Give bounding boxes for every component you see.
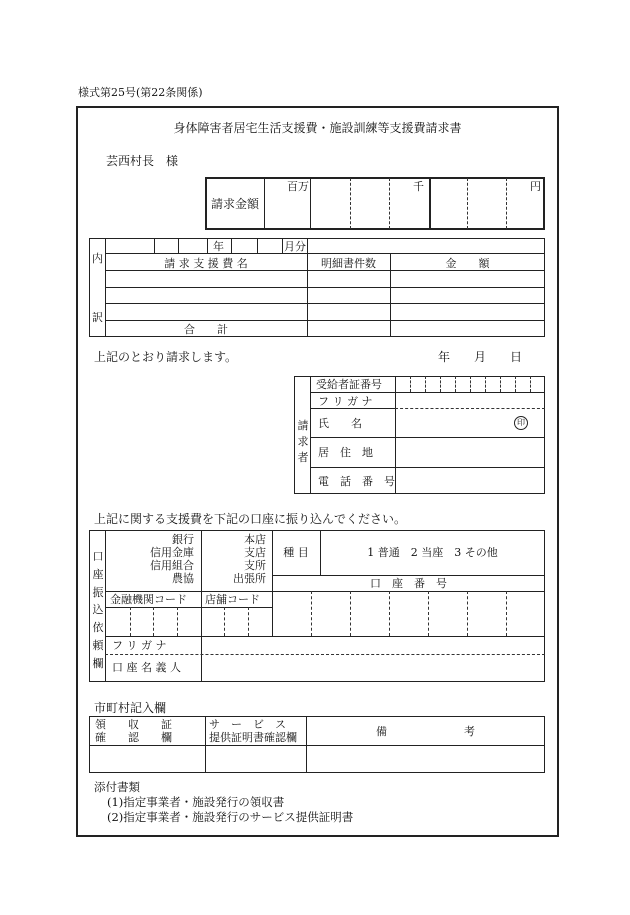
branch-type-1: 本店: [244, 533, 266, 546]
claimant-side-label: 請求者: [297, 419, 309, 464]
claimant-name-label: 氏 名: [318, 417, 362, 430]
seal-mark: 印: [514, 416, 528, 430]
service-cert-line2: 提供証明書確認欄: [209, 731, 297, 744]
addressee: 芸西村長 様: [106, 154, 179, 168]
remarks-label: 備 考: [376, 725, 475, 738]
date-day: 日: [510, 350, 523, 364]
unit-yen: 円: [530, 180, 541, 193]
amount-label: 請求金額: [211, 197, 260, 211]
unit-thousand: 千: [413, 180, 424, 193]
attachment-item-1: (1)指定事業者・施設発行の領収書: [107, 795, 285, 809]
col-amount: 金 額: [445, 257, 490, 270]
branch-code-label: 店舗コード: [205, 593, 260, 606]
col-service-name: 請 求 支 援 費 名: [164, 257, 248, 270]
bank-type-2: 信用金庫: [150, 546, 194, 559]
transfer-note: 上記に関する支援費を下記の口座に振り込んでください。: [94, 512, 407, 526]
month-label: 月分: [284, 240, 306, 253]
claimant-furigana-label: フ リ ガ ナ: [318, 395, 373, 408]
receipt-check-line1: 領 収 証: [95, 718, 172, 731]
bank-side-label: 口座振込依頼欄: [92, 550, 104, 670]
unit-million: 百万: [287, 180, 309, 193]
service-cert-line1: サ ー ビ ス: [209, 718, 286, 731]
breakdown-side-top: 内: [92, 252, 103, 265]
branch-type-3: 支所: [244, 559, 266, 572]
account-type-options: 1 普通 2 当座 3 その他: [367, 546, 498, 559]
year-label: 年: [213, 240, 224, 253]
col-statement-count: 明細書件数: [321, 257, 376, 270]
declaration: 上記のとおり請求します。: [94, 350, 238, 364]
bank-type-1: 銀行: [172, 533, 194, 546]
bank-type-4: 農協: [172, 572, 194, 585]
holder-furigana-label: フ リ ガ ナ: [112, 639, 167, 652]
attachment-item-2: (2)指定事業者・施設発行のサービス提供証明書: [107, 810, 354, 824]
attachments-heading: 添付書類: [94, 780, 140, 794]
date-month: 月: [474, 350, 487, 364]
date-year: 年: [438, 350, 451, 364]
receipt-check-line2: 確 認 欄: [95, 731, 172, 744]
account-number-label: 口 座 番 号: [370, 577, 447, 590]
bank-type-3: 信用組合: [150, 559, 194, 572]
branch-type-2: 支店: [244, 546, 266, 559]
account-type-label: 種 目: [283, 546, 309, 559]
branch-type-4: 出張所: [233, 572, 266, 585]
breakdown-side-bottom: 訳: [92, 311, 103, 324]
institution-code-label: 金融機関コード: [110, 593, 187, 606]
account-holder-label: 口 座 名 義 人: [112, 661, 181, 674]
recipient-number-label: 受給者証番号: [316, 378, 382, 391]
claimant-phone-label: 電 話 番 号: [318, 475, 395, 488]
claimant-address-label: 居 住 地: [318, 446, 373, 459]
total-label: 合 計: [184, 323, 228, 336]
form-title: 身体障害者居宅生活支援費・施設訓練等支援費請求書: [173, 121, 462, 135]
form-reference: 様式第25号(第22条関係): [78, 86, 203, 99]
municipal-heading: 市町村記入欄: [94, 701, 167, 715]
